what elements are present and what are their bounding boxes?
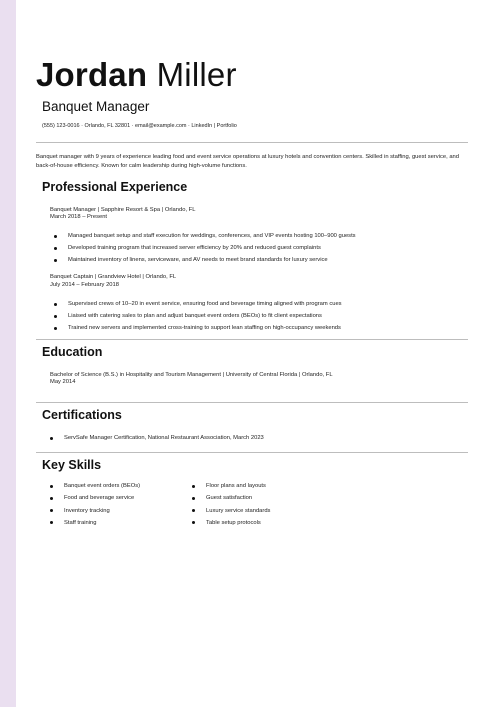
bullet-icon	[50, 521, 53, 524]
bullet-icon	[54, 303, 57, 306]
job-title: Banquet Manager	[42, 99, 150, 114]
divider	[36, 452, 468, 453]
list-item	[192, 519, 270, 527]
list-item	[50, 519, 140, 527]
degree-date: May 2014	[50, 379, 76, 385]
list-item	[54, 324, 342, 332]
bullet-icon	[54, 315, 57, 318]
bullet-icon	[192, 497, 195, 500]
list-item	[50, 494, 140, 502]
bullet-icon	[54, 247, 57, 250]
list-item	[192, 494, 270, 502]
bullet-icon	[50, 509, 53, 512]
bullet-text: Developed training program that increased server efficiency by 20% and reduced guest complaints	[68, 245, 321, 251]
list-item	[50, 507, 140, 515]
bullet-icon	[54, 327, 57, 330]
first-name: Jordan	[36, 56, 148, 93]
list-item	[54, 300, 342, 308]
job-bullet-list	[54, 232, 356, 264]
bullet-icon	[50, 437, 53, 440]
summary-text: Banquet manager with 9 years of experience leading food and event service operations at luxury hotels and convention centers. Skilled in staffing, guest service, and back-of-house efficiency. Known for calm leadership during high-volume functions.	[36, 154, 460, 169]
job-bullet-list	[54, 300, 342, 332]
skill-text: Inventory tracking	[64, 507, 110, 514]
skills-list-right	[192, 482, 270, 527]
list-item	[54, 232, 356, 240]
section-title-skills: Key Skills	[42, 458, 102, 472]
section-title-education: Education	[42, 345, 103, 359]
last-name: Miller	[156, 56, 237, 93]
contact-line: (555) 123-0016 · Orlando, FL 32801 · email@example.com · LinkedIn | Portfolio	[42, 123, 237, 129]
list-item	[192, 507, 270, 515]
divider	[36, 402, 468, 403]
skills-list-left	[50, 482, 140, 527]
skill-text: Food and beverage service	[64, 495, 135, 502]
bullet-icon	[54, 235, 57, 238]
divider	[36, 142, 468, 143]
list-item	[192, 482, 270, 490]
bullet-icon	[192, 509, 195, 512]
skill-text: Floor plans and layouts	[206, 483, 266, 489]
candidate-name	[36, 55, 237, 95]
job-role-line: Banquet Captain | Grandview Hotel | Orlando, FL	[50, 274, 177, 280]
bullet-icon	[50, 497, 53, 500]
divider	[36, 339, 468, 340]
bullet-text: Managed banquet setup and staff execution for weddings, conferences, and VIP events hosting 100–900 guests	[68, 233, 356, 239]
list-item	[50, 434, 264, 442]
certification-list	[50, 434, 264, 442]
job-dates: July 2014 – February 2018	[50, 282, 119, 288]
skill-text: Banquet event orders (BEOs)	[64, 483, 141, 489]
skill-text: Luxury service standards	[206, 507, 271, 514]
bullet-text: Liaised with catering sales to plan and adjust banquet event orders (BEOs) to fit client expectations	[68, 313, 322, 319]
bullet-icon	[192, 485, 195, 488]
certification-text: ServSafe Manager Certification, National Restaurant Association, March 2023	[64, 435, 264, 441]
bullet-icon	[192, 521, 195, 524]
section-title-certifications: Certifications	[42, 408, 122, 422]
skill-text: Staff training	[64, 519, 97, 526]
bullet-text: Supervised crews of 10–20 in event service, ensuring food and beverage timing aligned with program cues	[68, 301, 342, 307]
list-item	[54, 256, 356, 264]
bullet-icon	[50, 485, 53, 488]
list-item	[54, 312, 342, 320]
skill-text: Table setup protocols	[206, 519, 261, 526]
list-item	[50, 482, 140, 490]
section-title-experience: Professional Experience	[42, 180, 188, 194]
job-role-line: Banquet Manager | Sapphire Resort & Spa | Orlando, FL	[50, 207, 196, 213]
bullet-icon	[54, 259, 57, 262]
bullet-text: Trained new servers and implemented cross-training to support lean staffing on high-occupancy weekends	[68, 325, 341, 331]
degree-line: Bachelor of Science (B.S.) in Hospitality and Tourism Management | University of Central Florida | Orlando, FL	[50, 372, 333, 378]
list-item	[54, 244, 356, 252]
skill-text: Guest satisfaction	[206, 495, 253, 502]
bullet-text: Maintained inventory of linens, serviceware, and AV needs to meet brand standards for luxury service	[68, 257, 328, 263]
job-dates: March 2018 – Present	[50, 214, 108, 220]
